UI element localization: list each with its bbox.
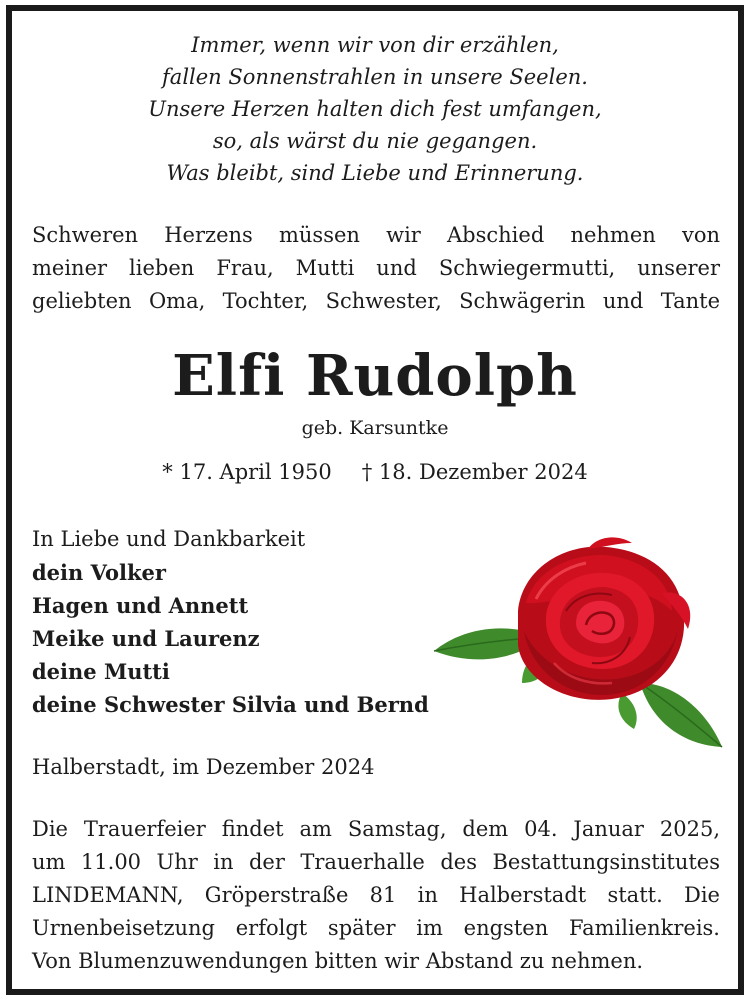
poem-line: Unsere Herzen halten dich fest umfangen, [148,97,602,121]
mourner-name: deine Schwester Silvia und Bernd [32,692,429,717]
poem [12,29,738,189]
poem-line: Was bleibt, sind Liebe und Erinnerung. [166,161,584,185]
mourner-name: Meike und Laurenz [32,626,260,651]
life-dates [12,457,738,487]
intro-line: Schweren Herzens müssen wir Abschied nehmen von [32,223,720,247]
poem-line: so, als wärst du nie gegangen. [212,129,538,153]
mourner-name: Hagen und Annett [32,593,249,618]
place-date: Halberstadt, im Dezember 2024 [32,755,375,779]
red-rose-icon [426,533,726,753]
intro-line: geliebten Oma, Tochter, Schwester, Schwägerin und Tante [32,289,720,313]
maiden-name: geb. Karsuntke [301,417,449,439]
deceased-name: Elfi Rudolph [172,343,578,409]
mourners-lead: In Liebe und Dankbarkeit [32,527,306,551]
poem-line: fallen Sonnenstrahlen in unsere Seelen. [162,65,588,89]
funeral-info [32,813,720,978]
poem-line: Immer, wenn wir von dir erzählen, [191,33,559,57]
birth-date: * 17. April 1950 [162,460,332,484]
intro-line: meiner lieben Frau, Mutti und Schwiegermutti, unserer [32,256,720,280]
intro-text [32,219,720,318]
funeral-line: Urnenbeisetzung erfolgt später im engsten Familienkreis. [32,916,720,940]
obituary-notice [6,5,744,995]
funeral-line: Die Trauerfeier findet am Samstag, dem 04. Januar 2025, [32,817,720,841]
funeral-line: LINDEMANN, Gröperstraße 81 in Halberstadt statt. Die [32,883,720,907]
mourners-block [32,523,462,721]
funeral-line: Von Blumenzuwendungen bitten wir Abstand zu nehmen. [32,949,644,973]
mourner-name: deine Mutti [32,659,170,684]
death-date: † 18. Dezember 2024 [361,460,588,484]
mourner-name: dein Volker [32,560,166,585]
funeral-line: um 11.00 Uhr in der Trauerhalle des Bestattungsinstitutes [32,850,720,874]
